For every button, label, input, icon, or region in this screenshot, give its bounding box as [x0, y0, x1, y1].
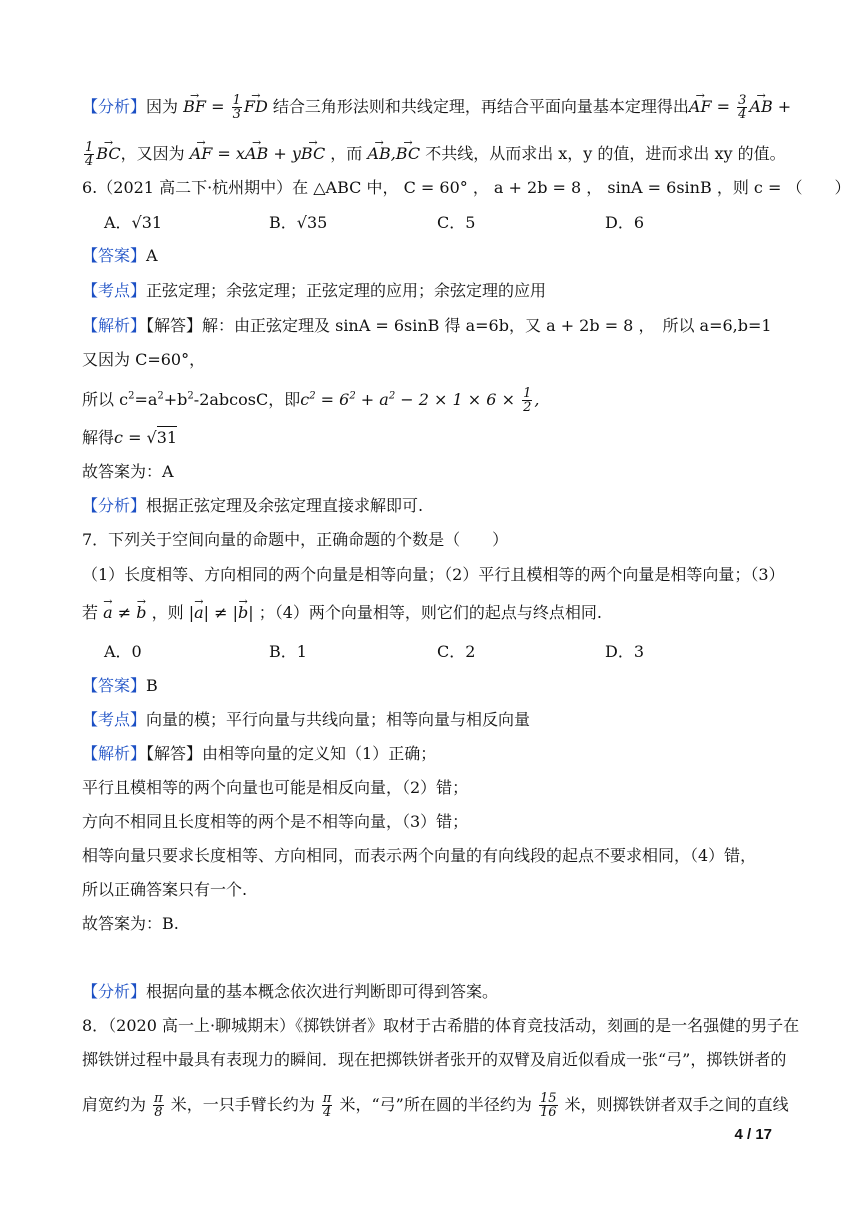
q6-solution-3: 所以 $c^2=a^2+b^2-2abcosC$，即$c^2 = 6^2 + a^2 - 2 \times 1 \times 6$ × $\frac{1}{2}$ ,: [82, 386, 540, 415]
q8-line3: 肩宽约为 $\frac{\pi}{8}$ 米，一只手臂长约为 $\frac{\pi}{4}$ 米，“弓”所在圆的半径约为 $\frac{15}{16}$ 米，则掷铁饼者双手之间的直线: [82, 1091, 789, 1120]
option-d: D．3: [605, 642, 645, 661]
q7-line2: （1）长度相等、方向相同的两个向量是相等向量；（2）平行且模相等的两个向量是相等向量；（3）: [82, 565, 785, 584]
analysis-tag: 【分析】: [82, 97, 147, 116]
q7-stem: 7．下列关于空间向量的命题中，正确命题的个数是（ ）: [82, 530, 509, 549]
option-d: D．6: [605, 213, 645, 232]
q7-answer: 【答案】B: [82, 676, 158, 695]
formula-cosine-law: $c^2 = 6^2 + a^2 - 2 \times 1 \times 6$ × $\frac{1}{2}$ ,: [300, 386, 540, 415]
q8-line2: 掷铁饼过程中最具有表现力的瞬间．现在把掷铁饼者张开的双臂及肩近似看成一张“弓”，掷铁饼者的: [82, 1050, 787, 1069]
q6-solution-4: 解得c = √31: [82, 428, 178, 447]
formula-af-xy: → AF = x→ AB + y→ BC: [190, 144, 326, 163]
q7-analysis: 【分析】根据向量的基本概念依次进行判断即可得到答案。: [82, 982, 499, 1001]
option-b: B．√35: [269, 213, 328, 232]
q6-analysis: 【分析】根据正弦定理及余弦定理直接求解即可.: [82, 496, 424, 515]
q7-line3: 若 → a ≠ → b ，则 |→ a| ≠ |→ b| ；（4）两个向量相等，则它们的起点与终点相同.: [82, 603, 780, 623]
page-number: 4 / 17: [734, 1126, 772, 1143]
q7-solution-4: 相等向量只要求长度相等、方向相同，而表示两个向量的有向线段的起点不要求相同，（4）错，: [82, 846, 757, 865]
q6-point: 【考点】正弦定理；余弦定理；正弦定理的应用；余弦定理的应用: [82, 281, 547, 300]
q7-solution-5: 所以正确答案只有一个.: [82, 880, 248, 899]
q7-solution-2: 平行且模相等的两个向量也可能是相反向量，（2）错；: [82, 778, 469, 797]
option-c: C．5: [437, 213, 476, 232]
q5-analysis-line2: $\frac{1}{4}$ → BC，又因为 → AF = x→ AB + y→ BC ，而 → AB,→ BC 不共线，从而求出 x，y 的值，进而求出 xy 的值。: [82, 141, 780, 168]
q6-stem: 6.（2021 高二下·杭州期中）在 △ABC 中， C = 60° ， a + 2b = 8 ， sinA = 6sinB ，则 c = （ ）: [82, 178, 851, 197]
q6-conclusion: 故答案为：A: [82, 462, 174, 481]
q6-answer: 【答案】A: [82, 246, 158, 265]
option-a: A．0: [104, 642, 142, 661]
option-a: A．√31: [104, 213, 163, 232]
q7-solution-3: 方向不相同且长度相等的两个是不相等向量，（3）错；: [82, 812, 469, 831]
q7-conclusion: 故答案为：B.: [82, 914, 179, 933]
q5-analysis-line1: 【分析】因为 → BF = $\frac{1}{3}$ → FD 结合三角形法则和共线定理，再结合平面向量基本定理得出→ AF = $\frac{3}{4}$ → AB +: [82, 94, 780, 121]
formula-bf: → BF = $\frac{1}{3}$ → FD: [183, 97, 268, 116]
formula-af: → AF = $\frac{3}{4}$ → AB +: [689, 97, 791, 116]
option-b: B．1: [269, 642, 307, 661]
q7-solution-1: 【解析】【解答】由相等向量的定义知（1）正确；: [82, 744, 437, 763]
option-c: C．2: [437, 642, 476, 661]
q7-point: 【考点】向量的模；平行向量与共线向量；相等向量与相反向量: [82, 710, 531, 729]
q8-line1: 8．（2020 高一上·聊城期末）《掷铁饼者》取材于古希腊的体育竞技活动，刻画的是一名强健的男子在: [82, 1016, 800, 1035]
q6-solution-2: 又因为 C=60°，: [82, 350, 206, 369]
q6-solution-1: 【解析】【解答】解：由正弦定理及 sinA = 6sinB 得 a=6b，又 a + 2b = 8 ， 所以 a=6,b=1: [82, 316, 772, 335]
